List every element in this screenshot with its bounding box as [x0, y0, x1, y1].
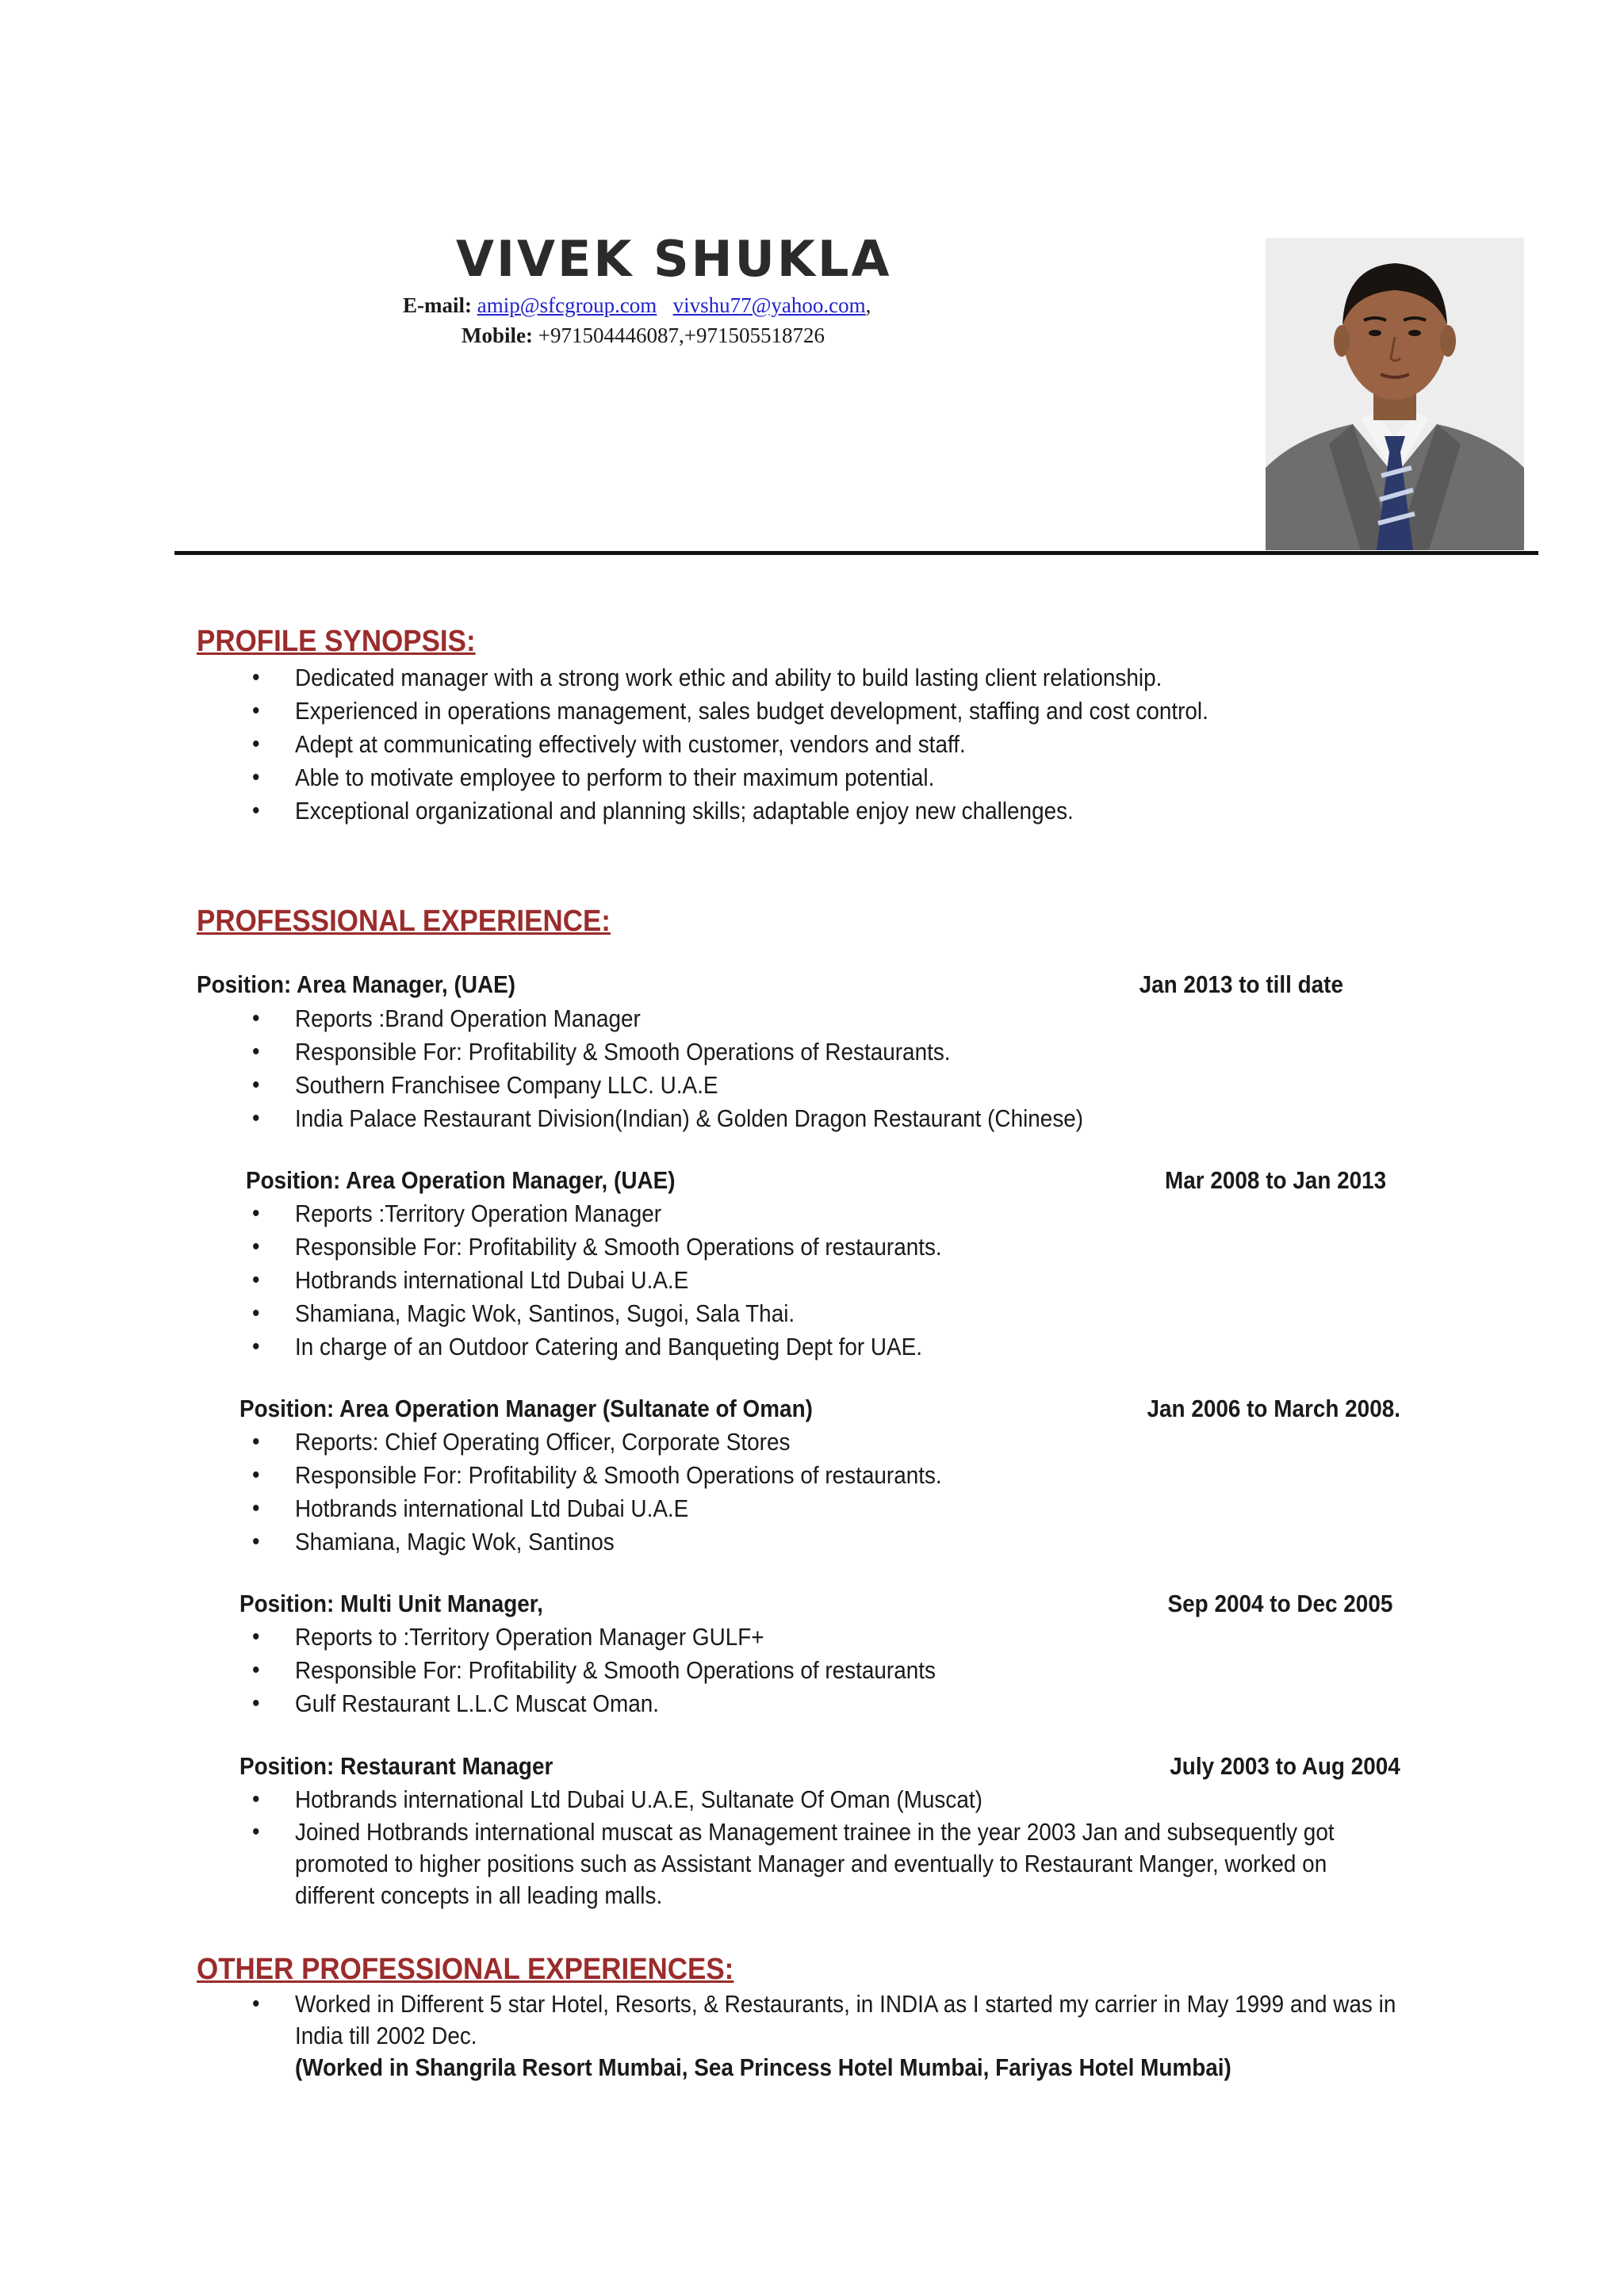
- portrait-illustration: [1266, 238, 1524, 550]
- candidate-name: VIVEK SHUKLA: [456, 230, 892, 288]
- mobile-value: +971504446087,+971505518726: [538, 323, 825, 347]
- list-item: • Southern Franchisee Company LLC. U.A.E: [295, 1069, 1083, 1102]
- list-item: • Responsible For: Profitability & Smooth Operations of Restaurants.: [295, 1035, 1083, 1069]
- position-title: Position: Area Manager, (UAE): [197, 970, 516, 998]
- position-list: [295, 1425, 1013, 1559]
- email-link-secondary[interactable]: vivshu77@yahoo.com: [672, 293, 866, 317]
- other-experience-text: Worked in Different 5 star Hotel, Resorts, & Restaurants, in INDIA as I started my carrier in May 1999 and was in India till 2002 Dec.: [295, 1990, 1396, 2049]
- position-list: [295, 1621, 1007, 1720]
- position-dates: Jan 2006 to March 2008.: [1147, 1395, 1400, 1422]
- header-divider: [174, 551, 1538, 555]
- position-title: Position: Area Operation Manager, (UAE): [246, 1166, 676, 1194]
- position-dates: July 2003 to Aug 2004: [1170, 1752, 1400, 1780]
- email-label: E-mail:: [403, 293, 472, 317]
- list-item: • India Palace Restaurant Division(Indian) & Golden Dragon Restaurant (Chinese): [295, 1102, 1083, 1135]
- profile-list: [295, 661, 1310, 828]
- mobile-line: [462, 325, 825, 346]
- position-title: Position: Multi Unit Manager,: [239, 1590, 543, 1617]
- list-item: • Adept at communicating effectively with customer, vendors and staff.: [295, 728, 1208, 761]
- list-item: • Reports to :Territory Operation Manager GULF+: [295, 1621, 936, 1654]
- profile-section-title: PROFILE SYNOPSIS:: [197, 625, 476, 658]
- list-item: • Hotbrands international Ltd Dubai U.A.E: [295, 1492, 942, 1525]
- position-dates: Jan 2013 to till date: [1139, 970, 1343, 998]
- list-item: • Reports :Territory Operation Manager: [295, 1197, 942, 1230]
- list-item: • Reports :Brand Operation Manager: [295, 1002, 1083, 1035]
- position-dates: Mar 2008 to Jan 2013: [1164, 1166, 1386, 1194]
- other-experience-section-title: OTHER PROFESSIONAL EXPERIENCES:: [197, 1953, 734, 1986]
- other-experience-hotels: (Worked in Shangrila Resort Mumbai, Sea Princess Hotel Mumbai, Fariyas Hotel Mumbai): [295, 2053, 1231, 2081]
- list-item: • Hotbrands international Ltd Dubai U.A.E, Sultanate Of Oman (Muscat): [295, 1783, 1365, 1816]
- list-item: • Hotbrands international Ltd Dubai U.A.E: [295, 1264, 942, 1297]
- experience-section-title: PROFESSIONAL EXPERIENCE:: [197, 905, 611, 938]
- list-item: • Dedicated manager with a strong work ethic and ability to build lasting client relationship.: [295, 661, 1208, 695]
- mobile-label: Mobile:: [462, 323, 533, 347]
- position-list: [295, 1002, 1171, 1135]
- position-title: Position: Restaurant Manager: [239, 1752, 553, 1780]
- position-title: Position: Area Operation Manager (Sultanate of Oman): [239, 1395, 813, 1422]
- list-item: • Joined Hotbrands international muscat as Management trainee in the year 2003 Jan and subsequently got promoted to higher positions such as Assistant Manager and eventually to Restaurant Manger, worked on different concepts in all leading malls.: [295, 1816, 1408, 1911]
- email-trailing-comma: ,: [865, 293, 871, 317]
- other-experience-list: [295, 1988, 1556, 2084]
- email-link-primary[interactable]: amip@sfcgroup.com: [477, 293, 657, 317]
- list-item: • Exceptional organizational and planning skills; adaptable enjoy new challenges.: [295, 794, 1208, 828]
- list-item: [295, 1988, 1430, 2084]
- list-item: • Responsible For: Profitability & Smooth Operations of restaurants.: [295, 1230, 942, 1264]
- list-item: • Shamiana, Magic Wok, Santinos, Sugoi, Sala Thai.: [295, 1297, 942, 1330]
- email-line: [403, 295, 871, 316]
- list-item: • Shamiana, Magic Wok, Santinos: [295, 1525, 942, 1559]
- list-item: • Responsible For: Profitability & Smooth Operations of restaurants.: [295, 1459, 942, 1492]
- position-list: [295, 1783, 1532, 1911]
- list-item: • Able to motivate employee to perform to their maximum potential.: [295, 761, 1208, 794]
- position-dates: Sep 2004 to Dec 2005: [1167, 1590, 1392, 1617]
- list-item: • Experienced in operations management, sales budget development, staffing and cost control.: [295, 695, 1208, 728]
- list-item: • In charge of an Outdoor Catering and Banqueting Dept for UAE.: [295, 1330, 942, 1364]
- list-item: • Gulf Restaurant L.L.C Muscat Oman.: [295, 1687, 936, 1720]
- list-item: • Reports: Chief Operating Officer, Corporate Stores: [295, 1425, 942, 1459]
- list-item: • Responsible For: Profitability & Smooth Operations of restaurants: [295, 1654, 936, 1687]
- profile-photo: [1266, 238, 1524, 550]
- position-list: [295, 1197, 1013, 1364]
